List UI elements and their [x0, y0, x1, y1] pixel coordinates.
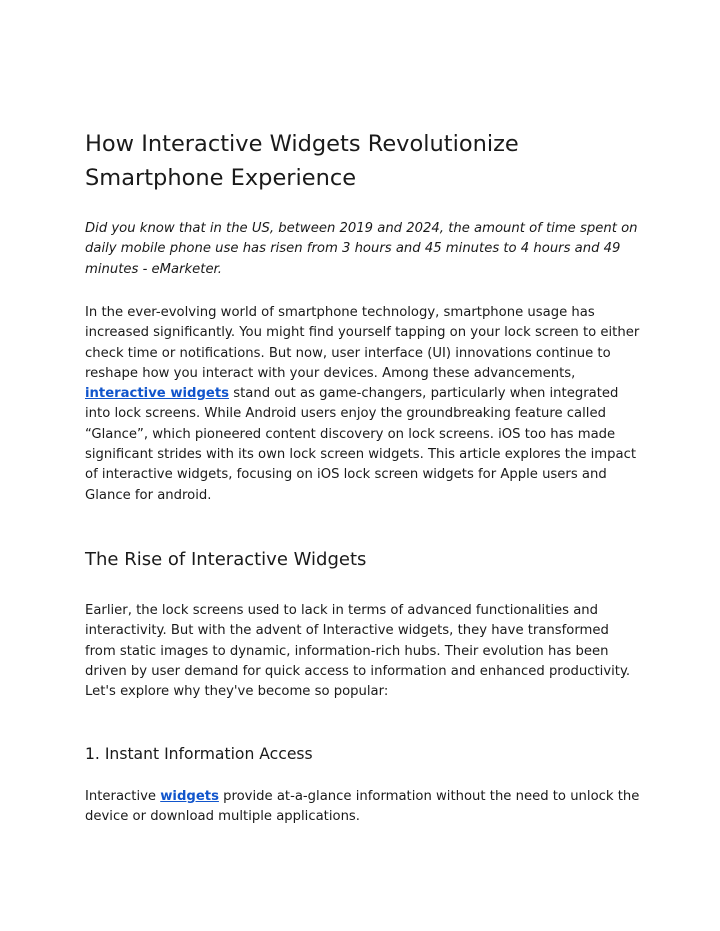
rise-section-heading: The Rise of Interactive Widgets [85, 549, 367, 570]
intro-text-before-link: In the ever-evolving world of smartphone technology, smartphone usage has increased significantly. You might find yourself tapping on your lock screen to either check time or notifications. But now, user interface (UI) innovations continue to reshape how you interact with your devices. Among these advancements, [85, 305, 640, 381]
instant-access-paragraph [85, 787, 640, 828]
rise-section-paragraph: Earlier, the lock screens used to lack in terms of advanced functionalities and interactivity. But with the advent of Interactive widgets, they have transformed from static images to dynamic, information-rich hubs. Their evolution has been driven by user demand for quick access to information and enhanced productivity. Let's explore why they've become so popular: [85, 603, 631, 700]
instant-text-after-link: provide at-a-glance information without the need to unlock the device or download multiple applications. [85, 789, 640, 825]
article-title: How Interactive Widgets Revolutionize Smartphone Experience [85, 131, 519, 191]
intro-text-after-link: stand out as game-changers, particularly when integrated into lock screens. While Android users enjoy the groundbreaking feature called “Glance”, which pioneered content discovery on lock screens. iOS too has made significant strides with its own lock screen widgets. This article explores the impact of interactive widgets, focusing on iOS lock screen widgets for Apple users and Glance for android. [85, 386, 637, 503]
interactive-widgets-link[interactable]: interactive widgets [85, 386, 230, 402]
instant-access-heading: 1. Instant Information Access [85, 745, 313, 763]
lead-quote: Did you know that in the US, between 2019 and 2024, the amount of time spent on daily mobile phone use has risen from 3 hours and 45 minutes to 4 hours and 49 minutes - eMarketer. [85, 221, 638, 277]
intro-paragraph [85, 303, 640, 506]
instant-text-before-link: Interactive [85, 789, 161, 804]
widgets-link[interactable]: widgets [160, 789, 219, 804]
